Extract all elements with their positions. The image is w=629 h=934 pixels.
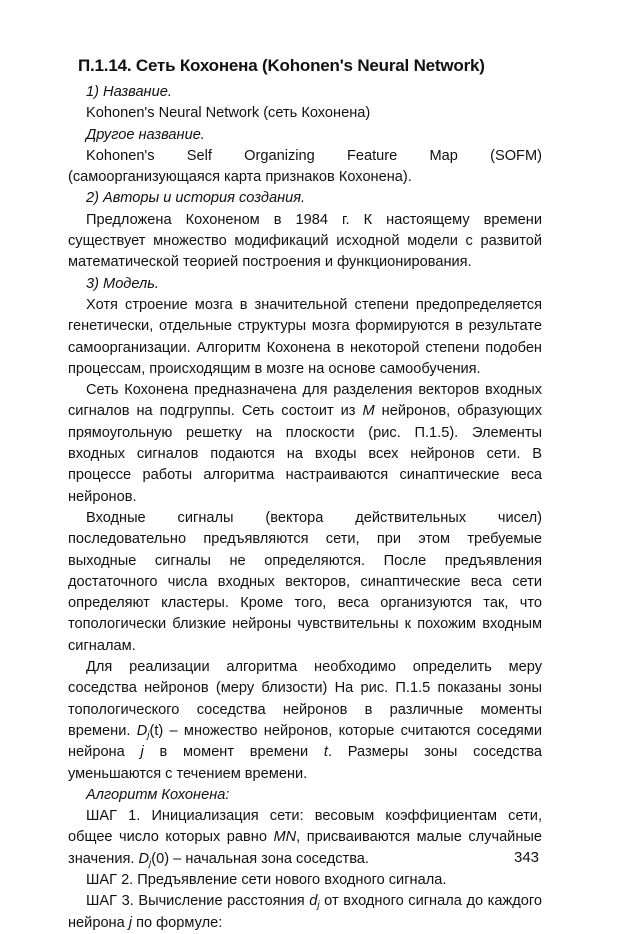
p4-symbol-j: j [140, 744, 144, 761]
s1-symbol-d: D [138, 850, 150, 867]
p4-text-e: . Размеры зоны соседства уменьшаются с течением времени. [68, 744, 542, 782]
model-heading: 3) Модель. [86, 275, 159, 292]
p4-text-b: – множество нейронов, которые считаются соседями нейрона [68, 722, 542, 761]
authors-heading: 2) Авторы и история создания. [86, 190, 306, 207]
p2-symbol-m: M [362, 403, 375, 420]
authors-text: Предложена Кохоненом в 1984 г. К настоящему времени существует множество модификаций исходной модели с развитой математической теорией построения и функционирования. [68, 211, 542, 271]
s3-text-a: ШАГ 3. Вычисление расстояния [86, 893, 310, 910]
s3-text-c: по формуле: [132, 914, 223, 931]
p2-text-a: Сеть Кохонена предназначена для разделения векторов входных сигналов на подгруппы. Сеть состоит из [68, 382, 542, 420]
s3-symbol-j: j [128, 914, 133, 931]
page-number: 343 [514, 849, 540, 866]
step-2: ШАГ 2. Предъявление сети нового входного сигнала. [86, 871, 447, 888]
section-title: П.1.14. Сеть Кохонена (Kohonen's Neural Network) [78, 56, 485, 75]
alt-text: Kohonen's Self Organizing Feature Map (SOFM) (самоорганизующаяся карта признаков Кохонена). [68, 147, 542, 186]
paragraph-4 [68, 657, 542, 785]
name-text: Kohonen's Neural Network (сеть Кохонена) [86, 105, 371, 122]
name-heading: 1) Название. [86, 84, 172, 100]
p4-text-a: Для реализации алгоритма необходимо определить меру соседства нейронов (меру близости) На рис. П.1.5 показаны зоны топологического соседства нейронов в различные моменты времени. [68, 659, 542, 739]
paragraph-2 [68, 380, 542, 508]
p2-text-b: нейронов, образующих прямоугольную решетку на плоскости (рис. П.1.5). Элементы входных сигналов подаются на входы всех нейронов сети. В процессе работы алгоритма настраиваются синаптические веса нейронов. [68, 403, 542, 505]
step-1 [68, 806, 542, 870]
p4-symbol-d: D [136, 722, 148, 739]
p4-symbol-t: (t) [149, 722, 164, 739]
algorithm-heading: Алгоритм Кохонена: [86, 786, 230, 803]
step-3 [68, 891, 542, 934]
p4-subscript-j: j [147, 729, 150, 741]
s1-text-c: (0) – начальная зона соседства. [151, 850, 369, 867]
s3-subscript-j: j [317, 900, 320, 912]
s3-text-b: от входного сигнала до каждого нейрона [68, 893, 542, 931]
s1-text-a: ШАГ 1. Инициализация сети: весовым коэффициентам сети, общее число которых равно [68, 808, 542, 846]
paragraph-1: Хотя строение мозга в значительной степени предопределяется генетически, отдельные структуры мозга формируются в результате самоорганизации. Алгоритм Кохонена в некоторой степени подобен процессам, происходящим в мозге на основе самообучения. [68, 296, 542, 377]
alt-heading: Другое название. [86, 126, 205, 143]
s1-subscript-j: j [149, 857, 152, 869]
paragraph-3: Входные сигналы (вектора действительных чисел) последовательно предъявляются сети, при этом требуемые выходные сигналы не определяются. После предъявления достаточного числа входных векторов, синаптические веса сети определяют кластеры. Кроме того, веса организуются так, что топологически близкие нейроны чувствительны к похожим входным сигналам. [68, 509, 542, 654]
p4-text-c: в момент времени [143, 744, 324, 761]
s1-symbol-mn: MN [273, 829, 297, 846]
body-text [68, 82, 542, 934]
s1-text-b: , присваиваются малые случайные значения. [68, 829, 542, 867]
p4-symbol-t2: t [323, 744, 328, 761]
s3-symbol-d: d [309, 893, 318, 910]
